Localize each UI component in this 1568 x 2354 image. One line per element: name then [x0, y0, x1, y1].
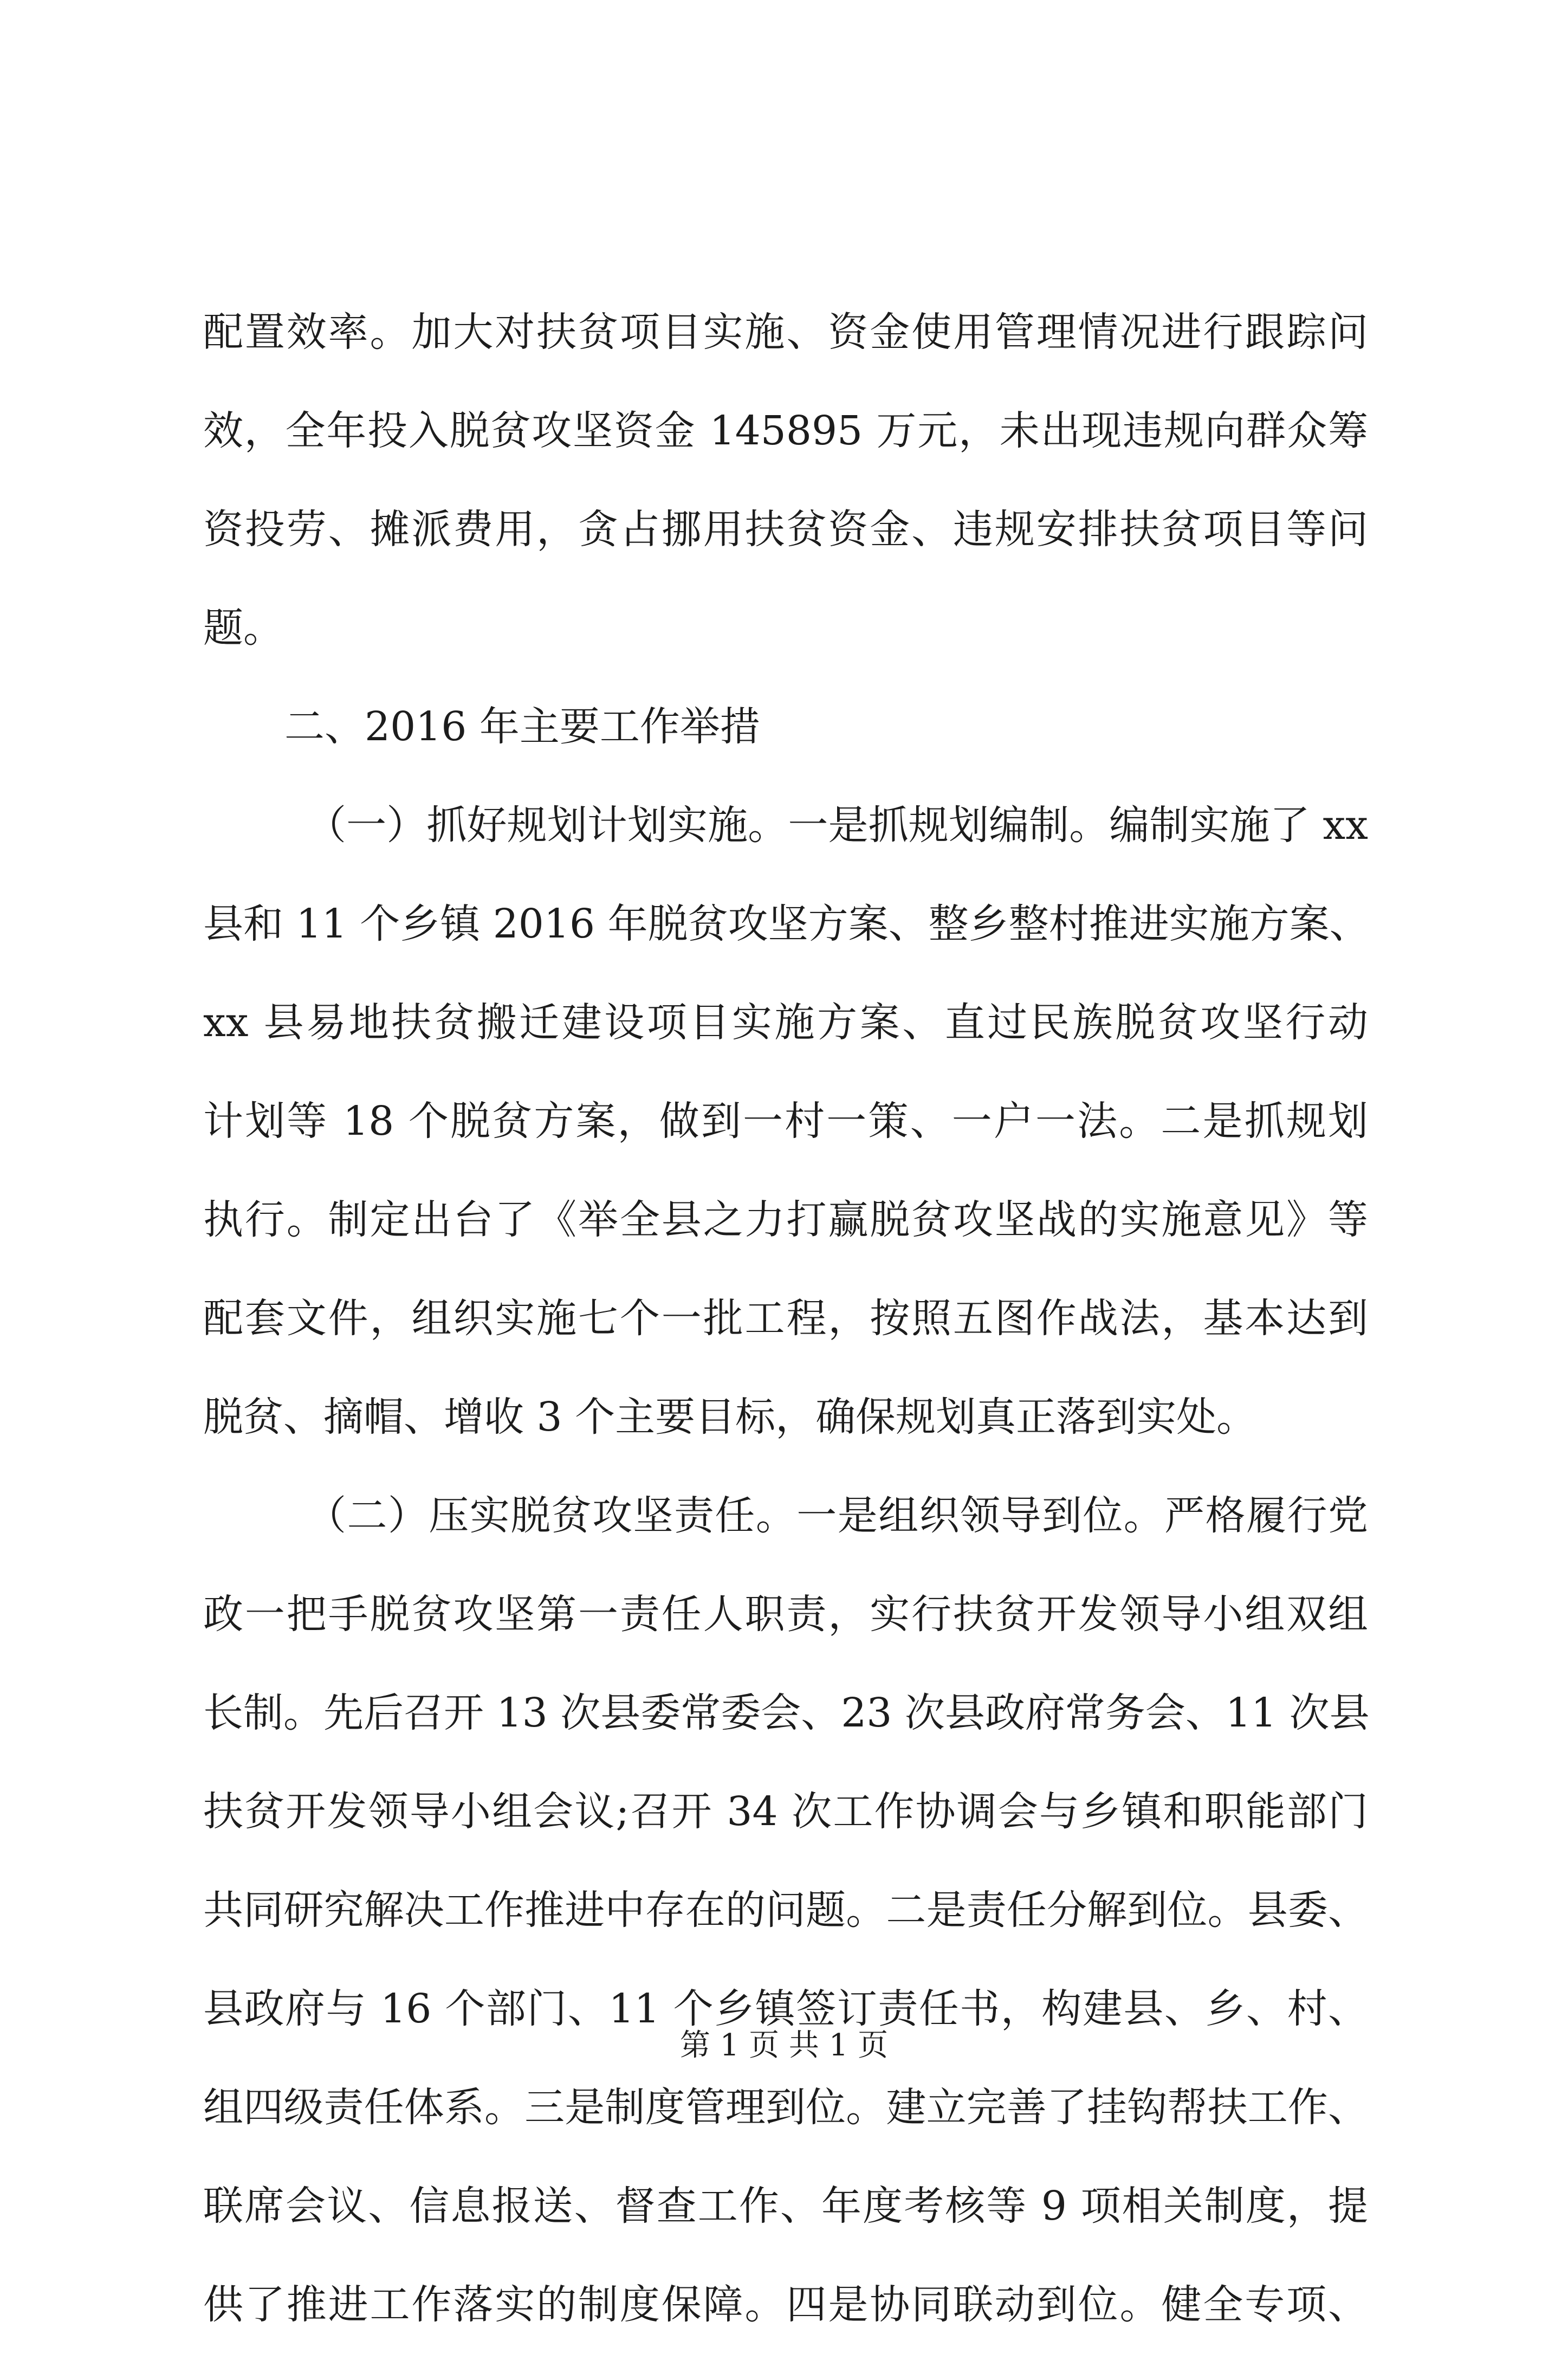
text-line: 组四级责任体系。三是制度管理到位。建立完善了挂钩帮扶工作、: [203, 2084, 1368, 2131]
page-footer: [0, 2021, 1568, 2065]
section-heading: 二、2016 年主要工作举措: [284, 703, 760, 750]
text-line: 供了推进工作落实的制度保障。四是协同联动到位。健全专项、: [203, 2281, 1368, 2328]
text-line: 脱贫、摘帽、增收 3 个主要目标，确保规划真正落到实处。: [203, 1394, 1257, 1440]
text-line: 题。: [203, 605, 283, 651]
text-line: xx 县易地扶贫搬迁建设项目实施方案、直过民族脱贫攻坚行动: [203, 999, 1368, 1046]
text-line: 执行。制定出台了《举全县之力打赢脱贫攻坚战的实施意见》等: [203, 1197, 1368, 1243]
text-line: 配套文件，组织实施七个一批工程，按照五图作战法，基本达到: [203, 1295, 1368, 1342]
page-number-label: 第 1 页 共 1 页: [679, 2028, 889, 2063]
text-line: （二）压实脱贫攻坚责任。一是组织领导到位。严格履行党: [306, 1492, 1368, 1539]
text-line: 县政府与 16 个部门、11 个乡镇签订责任书，构建县、乡、村、: [203, 1986, 1368, 2032]
text-line: （一）抓好规划计划实施。一是抓规划编制。编制实施了 xx: [306, 802, 1368, 849]
text-line: 配置效率。加大对扶贫项目实施、资金使用管理情况进行跟踪问: [203, 309, 1368, 355]
text-line: 效，全年投入脱贫攻坚资金 145895 万元，未出现违规向群众筹: [203, 408, 1368, 454]
text-line: 资投劳、摊派费用，贪占挪用扶贫资金、违规安排扶贫项目等问: [203, 506, 1368, 553]
text-line: 长制。先后召开 13 次县委常委会、23 次县政府常务会、11 次县: [203, 1690, 1370, 1736]
text-line: 政一把手脱贫攻坚第一责任人职责，实行扶贫开发领导小组双组: [203, 1591, 1368, 1638]
text-line: 计划等 18 个脱贫方案，做到一村一策、一户一法。二是抓规划: [203, 1098, 1368, 1144]
text-line: 共同研究解决工作推进中存在的问题。二是责任分解到位。县委、: [203, 1887, 1368, 1933]
text-line: 县和 11 个乡镇 2016 年脱贫攻坚方案、整乡整村推进实施方案、: [203, 901, 1370, 947]
text-line: 联席会议、信息报送、督查工作、年度考核等 9 项相关制度，提: [203, 2183, 1368, 2229]
text-line: 扶贫开发领导小组会议;召开 34 次工作协调会与乡镇和职能部门: [203, 1788, 1368, 1835]
